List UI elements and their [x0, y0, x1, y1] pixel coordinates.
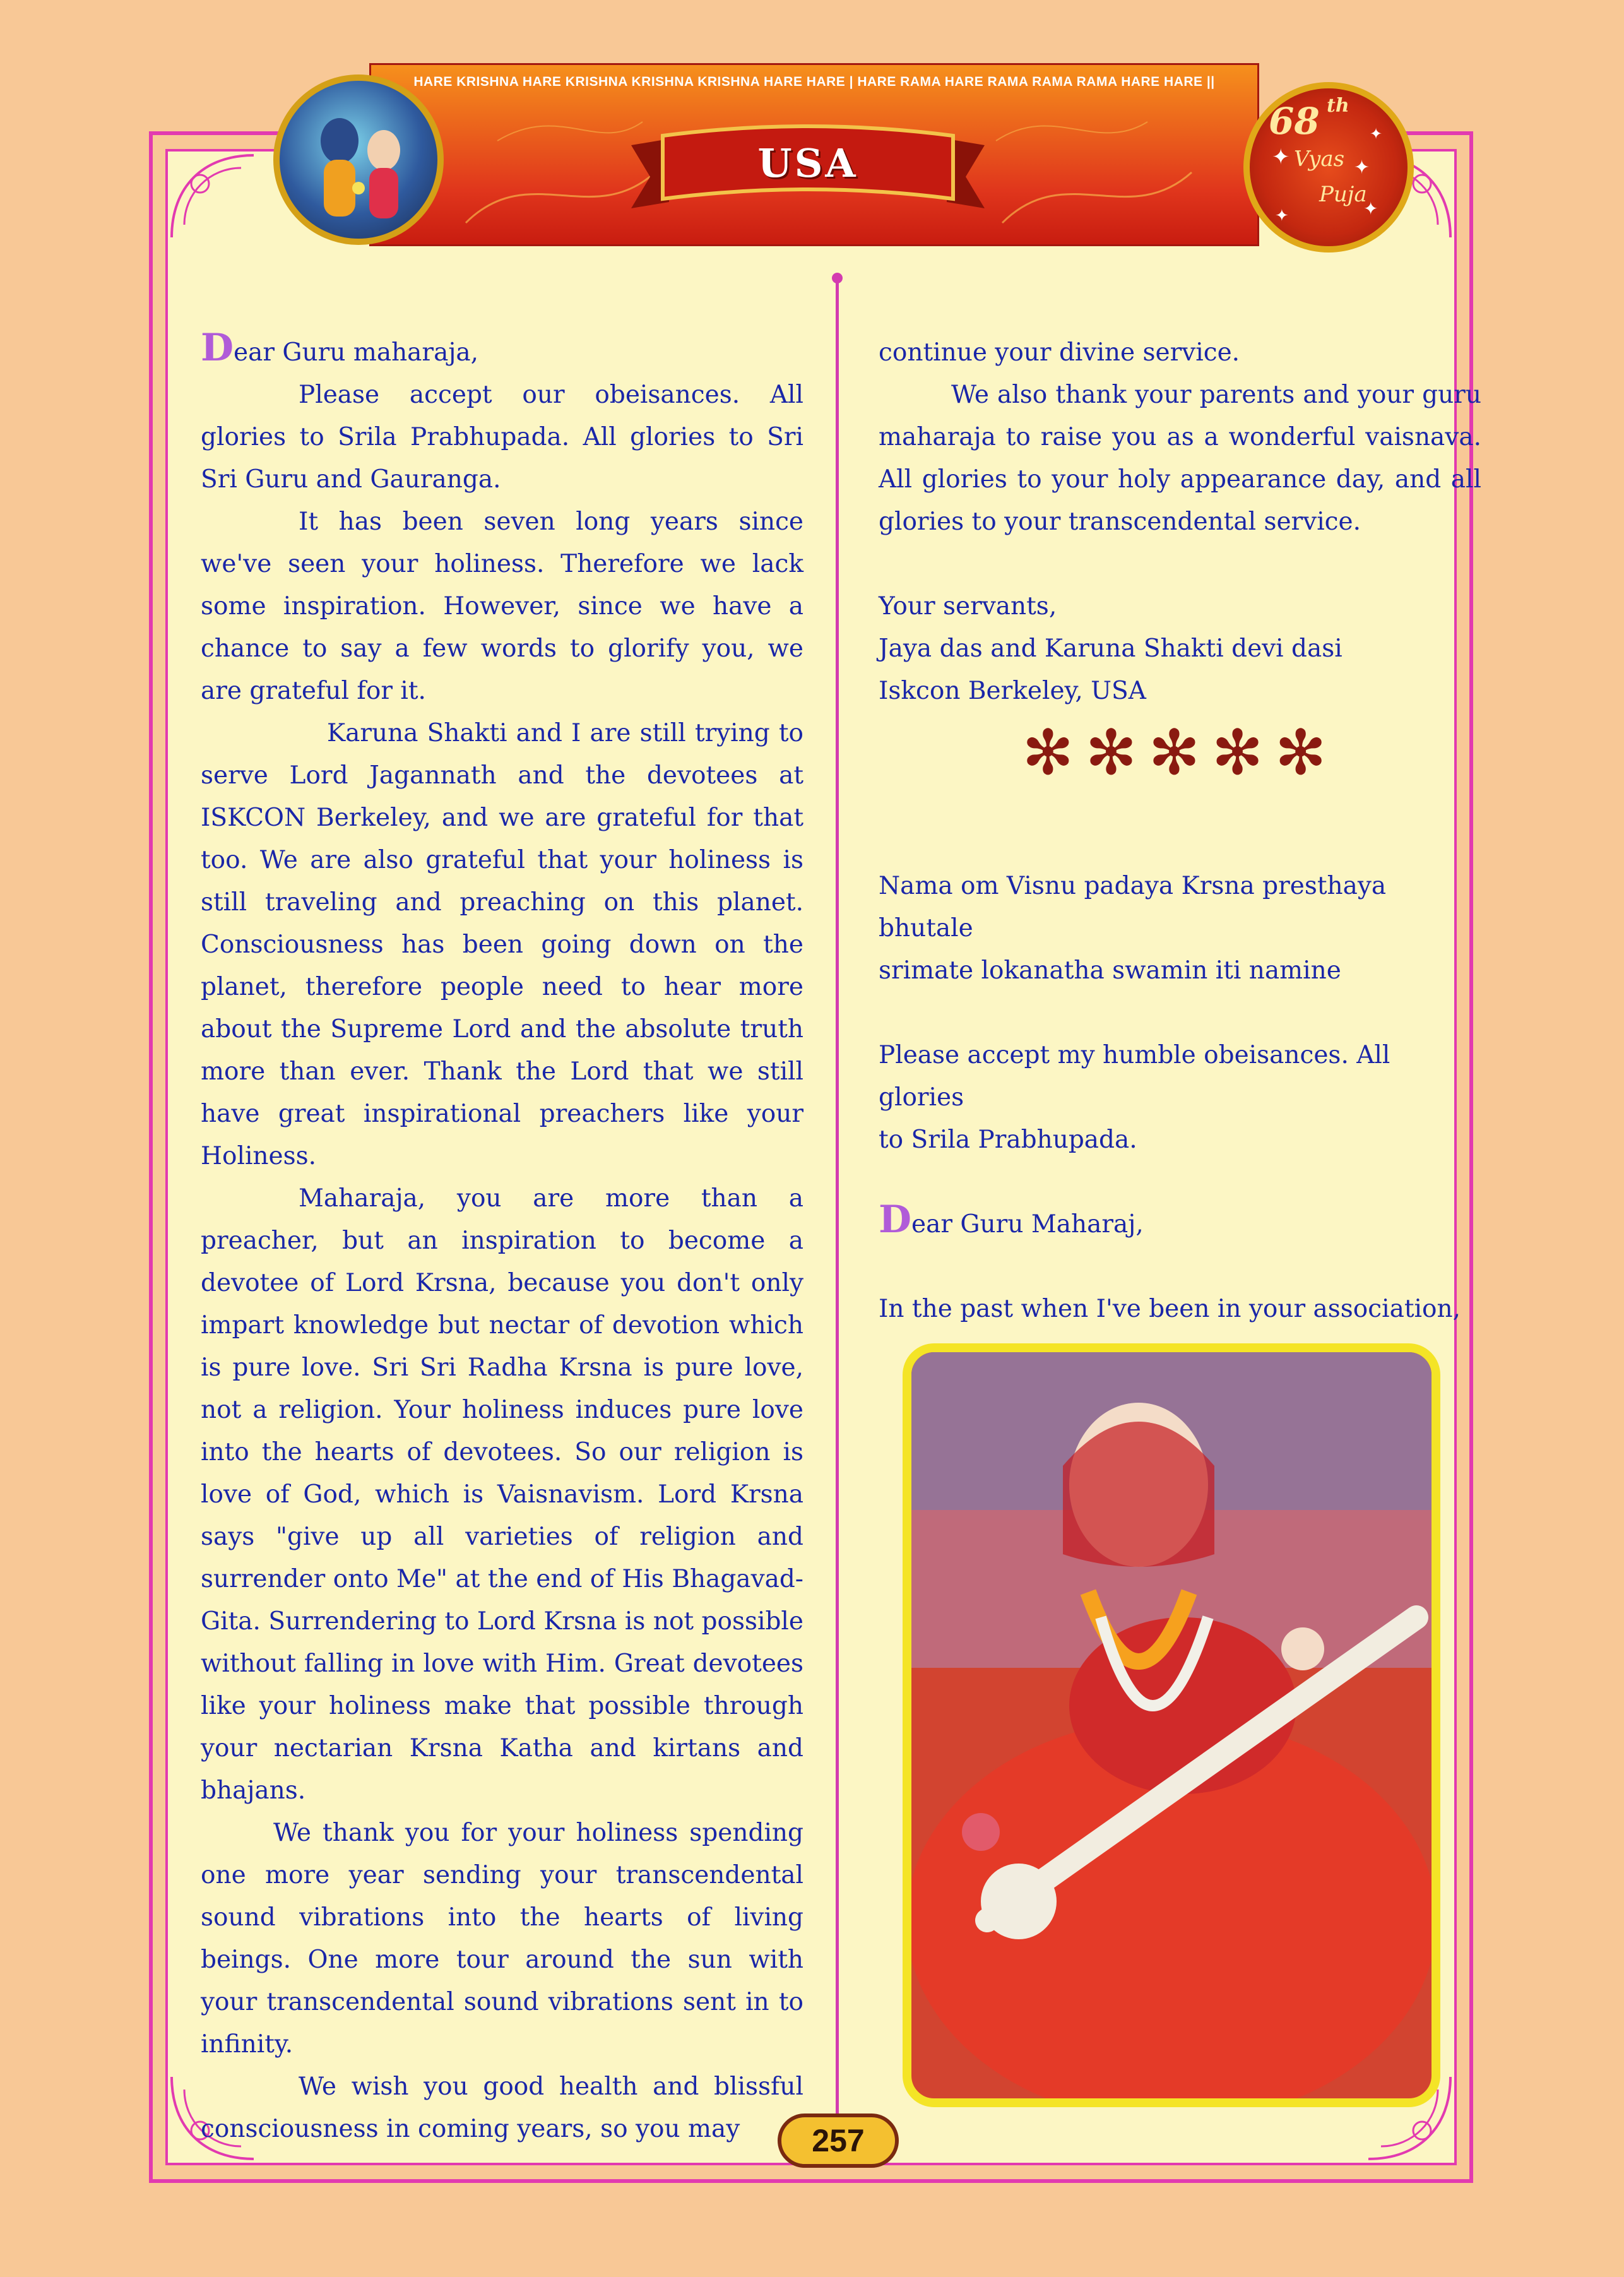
drop-cap: D	[201, 326, 234, 370]
mantra-line: Nama om Visnu padaya Krsna presthaya bhutale	[879, 872, 1387, 942]
left-column	[201, 326, 803, 2150]
deity-illustration	[911, 1352, 1431, 2098]
svg-text:✦: ✦	[1272, 145, 1290, 170]
corner-ornament-top-left	[165, 149, 260, 244]
badge-suffix: th	[1327, 95, 1349, 117]
svg-text:✦: ✦	[1275, 206, 1289, 225]
paragraph: We thank you for your holiness spending one more year sending your transcendental sound vibrations into the hearts of living beings. One more tour around the sun with your transcendental sound vibrations sent in to infinity.	[201, 1819, 803, 2059]
header-mantra: HARE KRISHNA HARE KRISHNA KRISHNA KRISHNA HARE HARE | HARE RAMA HARE RAMA RAMA RAMA HARE HARE ||	[413, 74, 1215, 89]
star-separator: ✻✻✻✻✻	[1022, 717, 1338, 789]
svg-text:✦: ✦	[1370, 125, 1383, 143]
svg-text:✦: ✦	[1354, 157, 1370, 179]
obeisance-line: to Srila Prabhupada.	[879, 1126, 1137, 1154]
salutation: Dear Guru maharaja,	[201, 326, 479, 370]
paragraph: It has been seven long years since we've seen your holiness. Therefore we lack some inspiration. However, since we have a chance to say a few words to glorify you, we are grateful for it.	[201, 508, 803, 705]
signature-line: Your servants,	[879, 592, 1057, 621]
deity-medallion-image	[273, 74, 444, 245]
paragraph: Karuna Shakti and I are still trying to serve Lord Jagannath and the devotees at ISKCON Berkeley, and we are grateful for that too. We are also grateful that your holiness is still traveling and preaching on this planet. Consciousness has been going down on the planet, therefore people need to hear more about the Supreme Lord and the absolute truth more than ever. Thank the Lord that we still have great inspirational preachers like your Holiness.	[201, 719, 803, 1170]
mantra-line: srimate lokanatha swamin iti namine	[879, 956, 1341, 985]
deity-photo	[903, 1343, 1440, 2107]
badge-word-vyas: Vyas	[1294, 146, 1345, 172]
badge-word-puja: Puja	[1319, 182, 1367, 207]
deity-figures	[280, 81, 437, 239]
thanks-paragraph: We also thank your parents and your guru maharaja to raise you as a wonderful vaisnava. All glories to your holy appearance day, and all glories to your transcendental service.	[879, 381, 1481, 536]
divider-dot-top	[832, 273, 843, 283]
signature-line: Iskcon Berkeley, USA	[879, 677, 1146, 705]
paragraph: Please accept our obeisances. All glories to Srila Prabhupada. All glories to Sri Sri Guru and Gauranga.	[201, 381, 803, 494]
salutation-2: Dear Guru Maharaj,	[879, 1198, 1144, 1242]
column-divider	[836, 278, 839, 2134]
obeisance-line: Please accept my humble obeisances. All glories	[879, 1041, 1390, 1112]
badge-number: 68	[1269, 100, 1320, 143]
paragraph: We wish you good health and blissful consciousness in coming years, so you may	[201, 2072, 803, 2143]
drop-cap: D	[879, 1198, 912, 1242]
right-column	[879, 331, 1481, 1330]
continuation-line: continue your divine service.	[879, 338, 1240, 367]
signature-line: Jaya das and Karuna Shakti devi dasi	[879, 634, 1342, 663]
opening-line: In the past when I've been in your association,	[879, 1295, 1461, 1323]
page-title: USA	[757, 140, 858, 186]
page-number: 257	[812, 2123, 865, 2158]
svg-text:✦: ✦	[1363, 198, 1378, 219]
paragraph: Maharaja, you are more than a preacher, but an inspiration to become a devotee of Lord Krsna, because you don't only impart knowledge but nectar of devotion which is pure love. Sri Sri Radha Krsna is pure love, not a religion. Your holiness induces pure love into the hearts of devotees. So our religion is love of God, which is Vaisnavism. Lord Krsna says "give up all varieties of religion and surrender onto Me" at the end of His Bhagavad-Gita. Surrendering to Lord Krsna is not possible without falling in love with Him. Great devotees like your holiness make that possible through your nectarian Krsna Katha and kirtans and bhajans.	[201, 1184, 803, 1805]
